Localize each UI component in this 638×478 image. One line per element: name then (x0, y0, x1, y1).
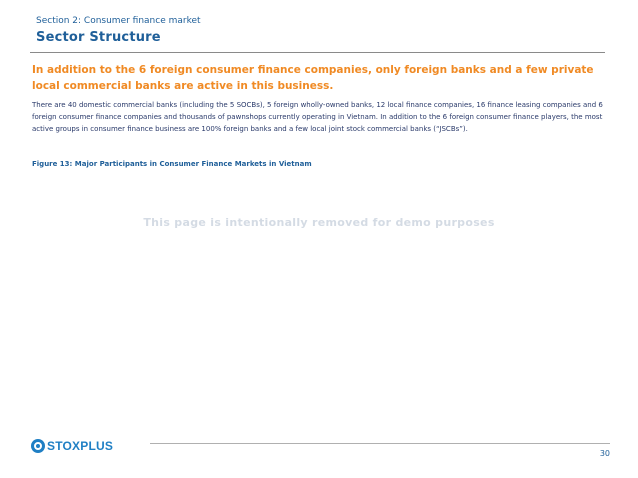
section-label: Section 2: Consumer finance market (36, 16, 201, 26)
body-paragraph: There are 40 domestic commercial banks (including the 5 SOCBs), 5 foreign wholly-owned banks, 12 local finance companies, 16 finance leasing companies and 6 foreign consumer finance companies and thousands of pawnshops currently operating in Vietnam. In addition to the 6 foreign consumer finance players, the most active groups in consumer finance business are 100% foreign banks and a few local joint stock commercial banks (“JSCBs”). (32, 101, 603, 133)
logo-text: STOXPLUS (47, 439, 114, 453)
headline: In addition to the 6 foreign consumer finance companies, only foreign banks and a few private local commercial banks are active in this business. (32, 64, 594, 92)
figure-caption: Figure 13: Major Participants in Consumer Finance Markets in Vietnam (32, 160, 312, 168)
stoxplus-logo (31, 438, 113, 454)
page-title: Sector Structure (36, 30, 161, 45)
page-number: 30 (599, 449, 610, 458)
removed-content-notice: This page is intentionally removed for demo purposes (143, 216, 495, 229)
logo-mark-icon (31, 439, 45, 453)
footer-divider (150, 443, 610, 444)
title-divider (30, 52, 605, 53)
